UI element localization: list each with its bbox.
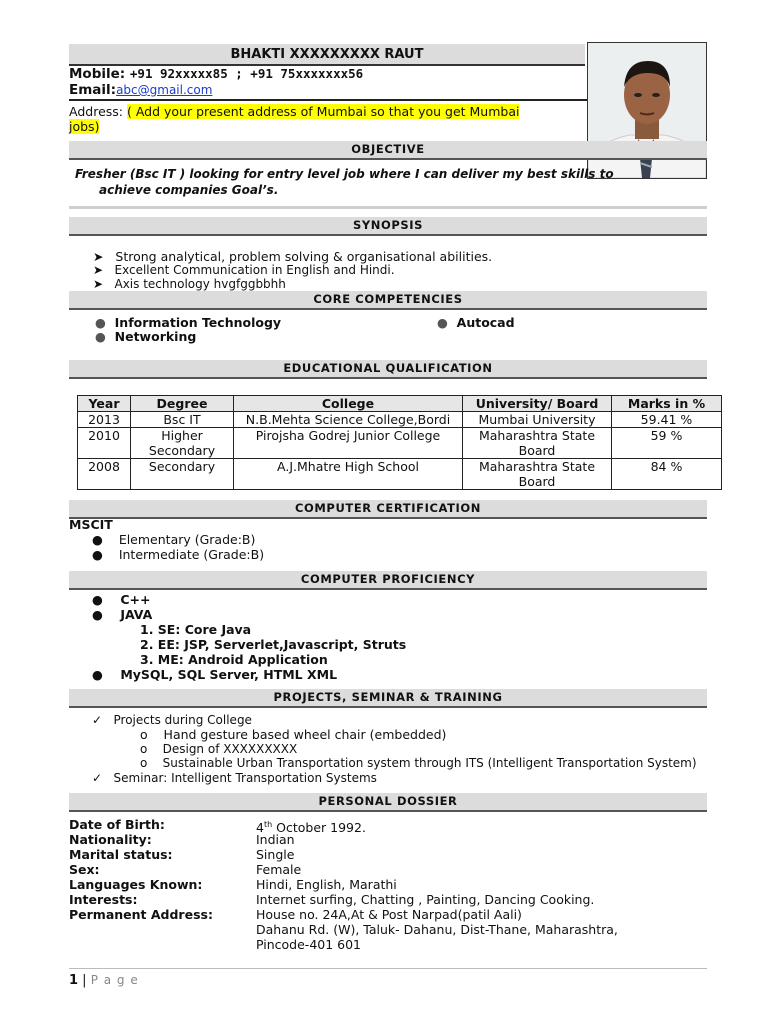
certification-heading: COMPUTER CERTIFICATION [69,500,707,519]
permanent-address-line: Dahanu Rd. (W), Taluk- Dahanu, Dist-Thane, Maharashtra, [256,922,618,937]
certification-item: ● Elementary (Grade:B) [92,532,256,547]
table-cell: Bsc IT [131,412,234,428]
bullet-icon: ● [437,315,448,330]
table-cell: Pirojsha Godrej Junior College [234,428,463,459]
column-header: Degree [131,396,234,412]
synopsis-item: ➤ Strong analytical, problem solving & organisational abilities. [93,249,493,264]
nationality-value: Indian [256,832,295,847]
address-value-2: jobs) [69,119,100,134]
synopsis-item: ➤ Axis technology hvgfggbbhh [93,277,286,291]
address-label: Address [69,104,119,119]
table-row [78,459,722,490]
permanent-address-label: Permanent Address: [69,907,213,922]
page-number: 1 [69,973,79,988]
table-cell: 2008 [78,459,131,490]
dob-value: 4th October 1992. [256,820,366,836]
page-word: P a g e [90,973,139,987]
core-item: ● Networking [95,329,197,344]
synopsis-item: ➤ Excellent Communication in English and Hindi. [93,263,395,277]
address-block: Address: ( Add your present address of Mumbai so that you get Mumbai jobs) [69,104,520,134]
permanent-address-line: Pincode-401 601 [256,937,362,952]
certification-name: MSCIT [69,517,113,532]
objective-line-1: Fresher (Bsc IT ) looking for entry level job where I can deliver my best skills to [75,167,614,181]
table-cell: 2010 [78,428,131,459]
permanent-address-line: House no. 24A,At & Post Narpad(patil Aali) [256,907,522,922]
seminar-item: ✓ Seminar: Intelligent Transportation Systems [92,771,377,785]
divider [69,206,707,209]
java-sub-item: 3. ME: Android Application [140,652,328,667]
table-cell: Maharashtra State Board [463,428,612,459]
table-cell: Secondary [131,459,234,490]
java-sub-item: 2. EE: JSP, Serverlet,Javascript, Struts [140,637,407,652]
email-link[interactable]: abc@gmail.com [116,83,213,97]
table-cell: Maharashtra State Board [463,459,612,490]
objective-heading: OBJECTIVE [69,141,707,160]
table-cell: Mumbai University [463,412,612,428]
core-item: ● Autocad [437,315,515,330]
java-sub-item: 1. SE: Core Java [140,622,252,637]
table-cell: A.J.Mhatre High School [234,459,463,490]
table-row [78,428,722,459]
header-rule [69,99,587,101]
table-row [78,412,722,428]
table-cell: 59.41 % [612,412,722,428]
proficiency-item: ● C++ [92,592,151,607]
mobile-value: +91 92xxxxx85 ; +91 75xxxxxxx56 [129,66,364,81]
languages-label: Languages Known: [69,877,203,892]
proficiency-item: ● MySQL, SQL Server, HTML XML [92,667,338,682]
objective-line-2: achieve companies Goal’s. [99,183,279,197]
resume-name: BHAKTI XXXXXXXXX RAUT [69,44,585,66]
page-footer: 1 | P a g e [69,973,139,988]
project-item: o Hand gesture based wheel chair (embedded) [140,727,447,742]
address-value: ( Add your present address of Mumbai so that you get Mumbai [126,104,520,119]
interests-value: Internet surfing, Chatting , Painting, Dancing Cooking. [256,892,595,907]
mobile-label: Mobile: [69,66,126,82]
email-line [69,82,212,98]
education-table [77,395,722,490]
projects-heading: PROJECTS, SEMINAR & TRAINING [69,689,707,708]
check-icon: ✓ [92,771,103,785]
table-cell: 59 % [612,428,722,459]
project-item: o Design of XXXXXXXXX [140,742,298,756]
education-heading: EDUCATIONAL QUALIFICATION [69,360,707,379]
dob-label: Date of Birth: [69,817,165,832]
column-header: University/ Board [463,396,612,412]
bullet-icon: ● [95,329,106,344]
objective-text [75,166,614,198]
column-header: Marks in % [612,396,722,412]
table-cell: 84 % [612,459,722,490]
proficiency-item: ● JAVA [92,607,153,622]
email-label: Email: [69,82,117,98]
table-cell: N.B.Mehta Science College,Bordi [234,412,463,428]
core-competencies-heading: CORE COMPETENCIES [69,291,707,310]
table-cell: Higher Secondary [131,428,234,459]
sex-value: Female [256,862,302,877]
column-header: Year [78,396,131,412]
table-header-row [78,396,722,412]
proficiency-heading: COMPUTER PROFICIENCY [69,571,707,590]
nationality-label: Nationality: [69,832,152,847]
dossier-heading: PERSONAL DOSSIER [69,793,707,812]
bullet-icon: ● [95,315,106,330]
synopsis-heading: SYNOPSIS [69,217,707,236]
marital-label: Marital status: [69,847,173,862]
project-group: ✓ Projects during College [92,713,252,727]
footer-rule [69,968,707,969]
project-item: o Sustainable Urban Transportation system through ITS (Intelligent Transportation System) [140,756,697,770]
sex-label: Sex: [69,862,100,877]
languages-value: Hindi, English, Marathi [256,877,397,892]
check-icon: ✓ [92,713,103,727]
certification-item: ● Intermediate (Grade:B) [92,547,265,562]
column-header: College [234,396,463,412]
core-item: ● Information Technology [95,315,282,330]
table-cell: 2013 [78,412,131,428]
marital-value: Single [256,847,295,862]
interests-label: Interests: [69,892,138,907]
mobile-line [69,66,363,82]
